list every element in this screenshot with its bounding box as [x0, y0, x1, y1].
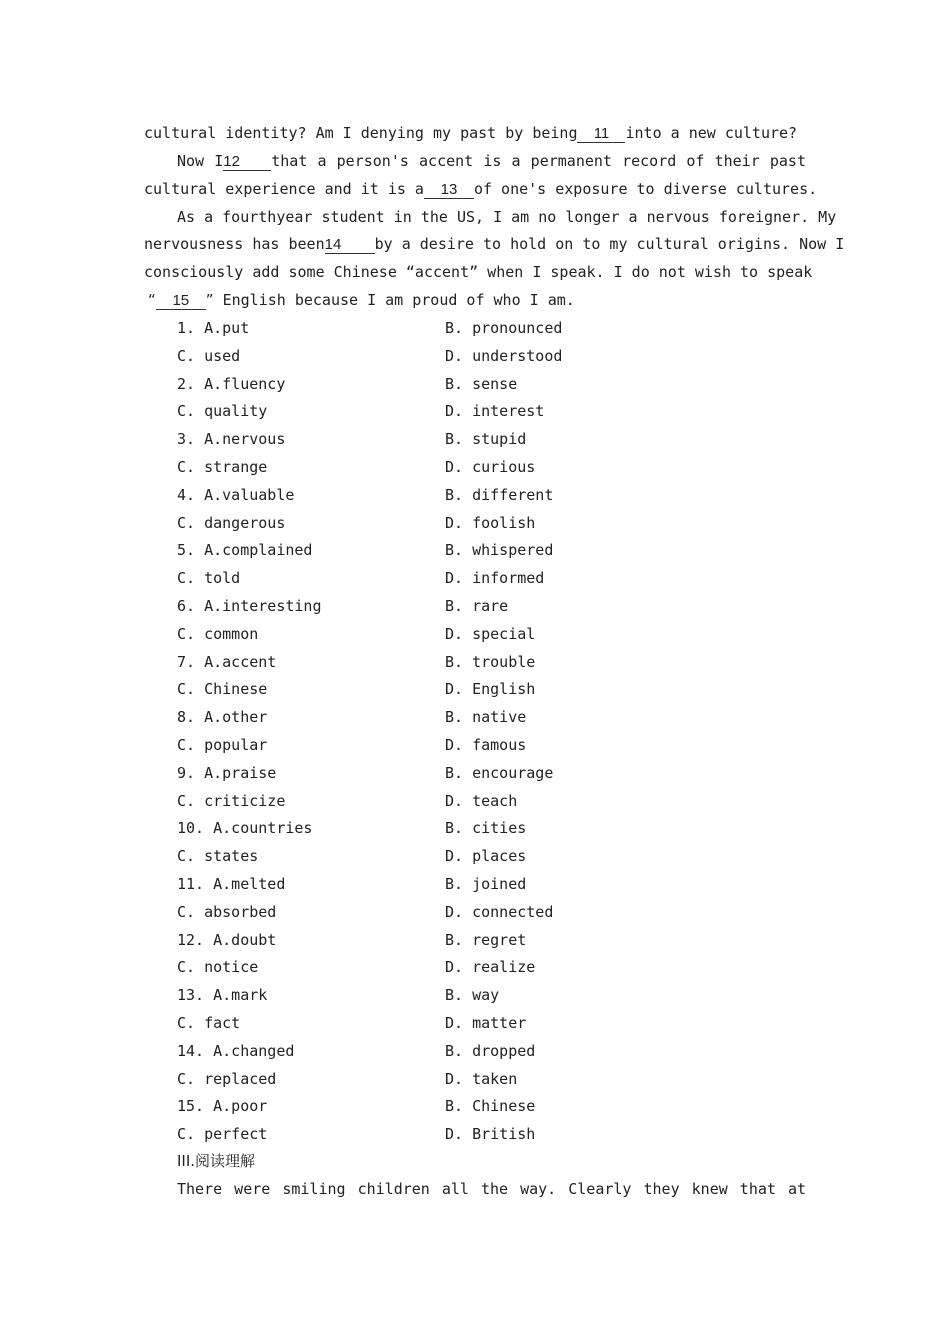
option-8-d: D. famous [445, 736, 527, 754]
option-5-c: C. told [177, 569, 241, 587]
option-14-d: D. taken [445, 1070, 518, 1088]
option-7-c: C. Chinese [177, 680, 268, 698]
section-first-line: There were smiling children all the way. Clearly they knew that at [177, 1180, 806, 1198]
option-10-c: C. states [177, 847, 259, 865]
option-9-c: C. criticize [177, 792, 286, 810]
blank-11: 11 [577, 125, 625, 143]
option-7-d: D. English [445, 680, 536, 698]
option-3-d: D. curious [445, 458, 536, 476]
passage-text: nervousness has been [144, 235, 325, 253]
passage-text: into a new culture? [625, 124, 798, 142]
option-4-a: 4. A.valuable [177, 486, 295, 504]
option-7-a: 7. A.accent [177, 653, 277, 671]
blank-15: 15 [156, 292, 206, 310]
option-3-a: 3. A.nervous [177, 430, 286, 448]
option-15-a: 15. A.poor [177, 1097, 268, 1115]
passage-line-4: As a fourthyear student in the US, I am no longer a nervous foreigner. My [177, 208, 837, 226]
option-13-a: 13. A.mark [177, 986, 268, 1004]
passage-text: cultural identity? Am I denying my past by being [144, 124, 578, 142]
option-12-c: C. notice [177, 958, 259, 976]
passage-line-3 [144, 179, 818, 199]
passage-text: by a desire to hold on to my cultural origins. Now I [374, 235, 845, 253]
option-1-a: 1. A.put [177, 319, 250, 337]
option-5-d: D. informed [445, 569, 545, 587]
option-9-b: B. encourage [445, 764, 554, 782]
option-13-b: B. way [445, 986, 500, 1004]
option-1-b: B. pronounced [445, 319, 563, 337]
option-12-b: B. regret [445, 931, 527, 949]
option-11-d: D. connected [445, 903, 554, 921]
option-6-c: C. common [177, 625, 259, 643]
option-8-a: 8. A.other [177, 708, 268, 726]
option-2-a: 2. A.fluency [177, 375, 286, 393]
option-6-d: D. special [445, 625, 536, 643]
option-4-c: C. dangerous [177, 514, 286, 532]
option-2-c: C. quality [177, 402, 268, 420]
option-3-c: C. strange [177, 458, 268, 476]
option-7-b: B. trouble [445, 653, 536, 671]
option-13-c: C. fact [177, 1014, 241, 1032]
blank-13: 13 [424, 181, 474, 199]
section-heading: III.阅读理解 [177, 1152, 256, 1170]
option-5-b: B. whispered [445, 541, 554, 559]
option-6-b: B. rare [445, 597, 509, 615]
option-13-d: D. matter [445, 1014, 527, 1032]
passage-line-7 [148, 290, 810, 310]
option-3-b: B. stupid [445, 430, 527, 448]
option-14-b: B. dropped [445, 1042, 536, 1060]
passage-line-5 [144, 234, 845, 254]
option-10-b: B. cities [445, 819, 527, 837]
option-12-d: D. realize [445, 958, 536, 976]
option-4-d: D. foolish [445, 514, 536, 532]
passage-text: cultural experience and it is a [144, 180, 424, 198]
option-11-b: B. joined [445, 875, 527, 893]
option-8-b: B. native [445, 708, 527, 726]
blank-14: 14 [325, 236, 375, 254]
passage-line-1 [144, 123, 806, 143]
option-9-d: D. teach [445, 792, 518, 810]
open-quote: “ [148, 291, 156, 309]
option-8-c: C. popular [177, 736, 268, 754]
option-15-b: B. Chinese [445, 1097, 536, 1115]
option-10-a: 10. A.countries [177, 819, 313, 837]
passage-line-2 [177, 151, 806, 171]
option-10-d: D. places [445, 847, 527, 865]
passage-text: that a person's accent is a permanent record of their past [271, 152, 806, 170]
option-15-d: D. British [445, 1125, 536, 1143]
option-14-a: 14. A.changed [177, 1042, 295, 1060]
option-1-c: C. used [177, 347, 241, 365]
passage-line-6: consciously add some Chinese “accent” when I speak. I do not wish to speak [144, 263, 813, 281]
option-2-b: B. sense [445, 375, 518, 393]
blank-12: 12 [223, 153, 271, 171]
passage-text: English because I am proud of who I am. [213, 291, 575, 309]
option-5-a: 5. A.complained [177, 541, 313, 559]
option-9-a: 9. A.praise [177, 764, 277, 782]
passage-text: Now I [177, 152, 224, 170]
option-11-a: 11. A.melted [177, 875, 286, 893]
option-11-c: C. absorbed [177, 903, 277, 921]
passage-text: of one's exposure to diverse cultures. [473, 180, 818, 198]
option-2-d: D. interest [445, 402, 545, 420]
option-6-a: 6. A.interesting [177, 597, 322, 615]
option-4-b: B. different [445, 486, 554, 504]
option-12-a: 12. A.doubt [177, 931, 277, 949]
option-14-c: C. replaced [177, 1070, 277, 1088]
option-15-c: C. perfect [177, 1125, 268, 1143]
close-quote: ” [205, 291, 214, 309]
option-1-d: D. understood [445, 347, 563, 365]
